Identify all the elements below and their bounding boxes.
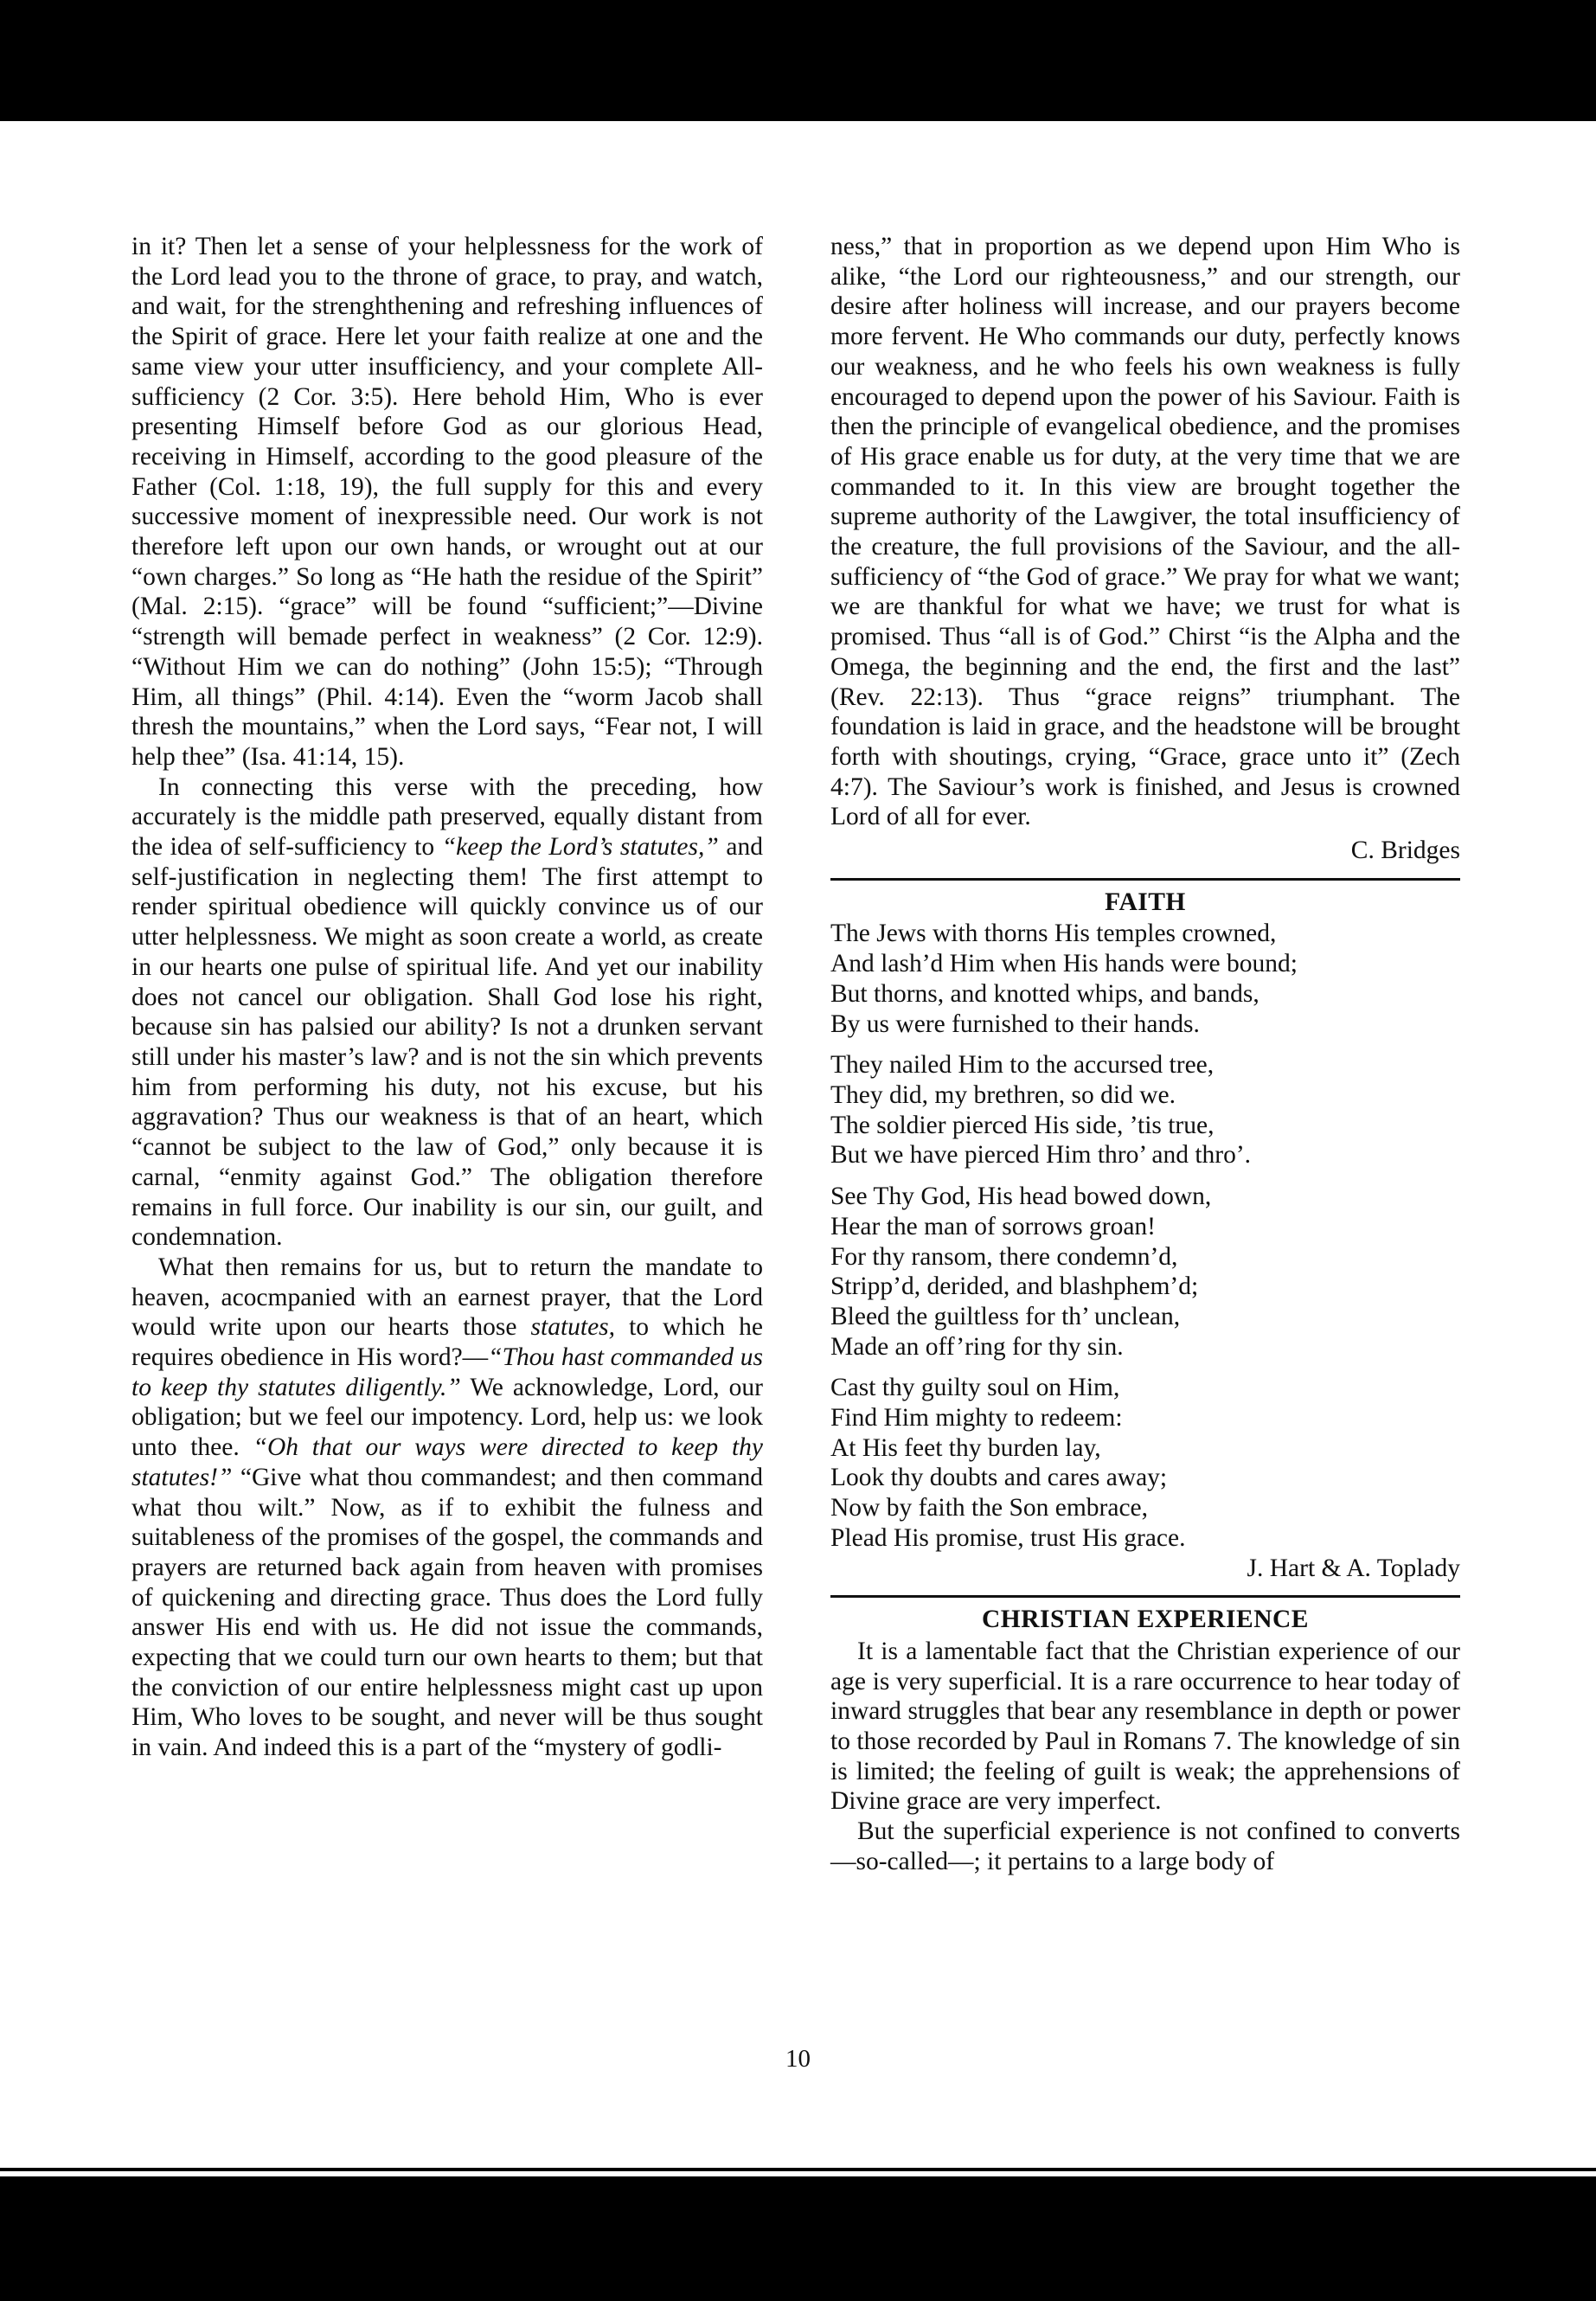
- poem-line: They nailed Him to the accursed tree,: [830, 1051, 1215, 1080]
- poem-line: Cast thy guilty soul on Him,: [830, 1374, 1120, 1402]
- poem-line: For thy ransom, there condemn’d,: [830, 1242, 1178, 1271]
- section-divider: [830, 878, 1460, 881]
- experience-title: CHRISTIAN EXPERIENCE: [981, 1606, 1309, 1634]
- section-divider: [830, 1595, 1460, 1598]
- left-paragraph-1: in it? Then let a sense of your helplessness for the work of the Lord lead you to the throne of grace, to pray, and watch, and wait, for the strenghthening and refreshing influences of the Spirit of grace. Here let your faith realize at one and the same view your utter insufficiency, and your complete All-sufficiency (2 Cor. 3:5). Here behold Him, Who is ever presenting Himself before God as our glorious Head, receiving in Himself, according to the good pleasure of the Father (Col. 1:18, 19), the full supply for this and every successive moment of inexpressible need. Our work is not therefore left upon our own hands, or wrought out at our “own charges.” So long as “He hath the residue of the Spirit” (Mal. 2:15). “grace” will be found “sufficient;”—Divine “strength will bemade perfect in weakness” (2 Cor. 12:9). “Without Him we can do nothing” (John 15:5); “Through Him, all things” (Phil. 4:14). Even the “worm Jacob shall thresh the mountains,” when the Lord says, “Fear not, I will help thee” (Isa. 41:14, 15).: [131, 233, 763, 771]
- scan-top-border: [0, 0, 1596, 121]
- poem-line: But thorns, and knotted whips, and bands,: [830, 979, 1259, 1008]
- poem-line: And lash’d Him when His hands were bound;: [830, 950, 1298, 978]
- quote-ways-directed: “Oh that our ways were directed to keep thy statutes!”: [131, 1433, 763, 1491]
- poem-line: The soldier pierced His side, ’tis true,: [830, 1111, 1215, 1139]
- left-paragraph-3: What then remains for us, but to return the mandate to heaven, acocmpanied with an earnest prayer, that the Lord would write upon our hearts those statutes, to which he requires obedience in His word?—“Thou hast commanded us to keep thy statutes diligently.” We acknowledge, Lord, our obligation; but we feel our impotency. Lord, help us: we look unto thee. “Oh that our ways were directed to keep thy statutes!” “Give what thou commandest; and then command what thou wilt.” Now, as if to exhibit the fulness and suitableness of the promises of the gospel, the commands and prayers are returned back again from heaven with promises of quickening and directing grace. Thus does the Lord fully answer His end with us. He did not issue the commands, expecting that we could turn our own hearts to them; but that the conviction of our entire helplessness might cast up upon Him, Who loves to be sought, and never will be thus sought in vain. And indeed this is a part of the “mystery of godli-: [131, 1253, 764, 1762]
- quote-commanded: “Thou hast commanded us to keep thy statutes diligently.”: [131, 1343, 764, 1401]
- page-number: 10: [785, 2045, 811, 2073]
- right-paragraph-1: ness,” that in proportion as we depend upon Him Who is alike, “the Lord our righteousness,” and our strength, our desire after holiness will increase, and our prayers become more fervent. He Who commands our duty, perfectly knows our weakness, and he who feels his own weakness is fully encouraged to depend upon the power of his Saviour. Faith is then the principle of evangelical obedience, and the promises of His grace enable us for duty, at the very time that we are commanded to it. In this view are brought together the supreme authority of the Lawgiver, the total insufficiency of the creature, the full provisions of the Saviour, and the all-sufficiency of “the God of grace.” We pray for what we want; we are thankful for what we have; we trust for what is promised. Thus “all is of God.” Chirst “is the Alpha and the Omega, the beginning and the end, the first and the last” (Rev. 22:13). Thus “grace reigns” triumphant. The foundation is laid in grace, and the headstone will be brought forth with shoutings, crying, “Grace, grace unto it” (Zech 4:7). The Saviour’s work is finished, and Jesus is crowned Lord of all for ever.: [830, 233, 1460, 831]
- poem-line: But we have pierced Him thro’ and thro’.: [830, 1141, 1252, 1170]
- poem-line: Bleed the guiltless for th’ unclean,: [830, 1302, 1181, 1330]
- experience-paragraph-2: But the superficial experience is not confined to converts—so-called—; it pertains to a large body of: [830, 1817, 1460, 1875]
- poem-line: Made an off’ring for thy sin.: [830, 1332, 1124, 1361]
- poem-line: See Thy God, His head bowed down,: [830, 1183, 1212, 1211]
- poem-line: Hear the man of sorrows groan!: [830, 1212, 1156, 1240]
- poem-line: Find Him mighty to redeem:: [830, 1404, 1123, 1433]
- poem-line: The Jews with thorns His temples crowned,: [830, 920, 1277, 948]
- right-column: [830, 232, 1460, 1877]
- experience-paragraph-1: It is a lamentable fact that the Christian experience of our age is very superficial. It is a rare occurrence to hear today of inward struggles that bear any resemblance in depth or power to those recorded by Paul in Romans 7. The knowledge of sin is limited; the feeling of guilt is weak; the apprehensions of Divine grace are very imperfect.: [830, 1637, 1460, 1816]
- poem-title: FAITH: [1105, 888, 1186, 916]
- poem-line: They did, my brethren, so did we.: [830, 1080, 1176, 1109]
- poem-stanza-2: [830, 1050, 1460, 1170]
- left-column: [131, 232, 763, 1763]
- poem-stanza-1: [830, 919, 1460, 1039]
- quote-keep-statutes: “keep the Lord’s statutes,”: [441, 833, 719, 862]
- left-paragraph-2: In connecting this verse with the preceding, how accurately is the middle path preserved, equally distant from the idea of self-sufficiency to “keep the Lord’s statutes,” and self-justification in neglecting them! The first attempt to render spiritual obedience will quickly convince us of our utter helplessness. We might as soon create a world, as create in our hearts one pulse of spiritual life. And yet our inability does not cancel our obligation. Shall God lose his right, because sin has palsied our ability? Is not a drunken servant still under his master’s law? and is not the sin which prevents him from performing his duty, not his excuse, but his aggravation? Thus our weakness is that of an heart, which “cannot be subject to the law of God,” only because it is carnal, “enmity against God.” The obligation therefore remains in full force. Our inability is our sin, our guilt, and condemnation.: [131, 772, 763, 1252]
- scan-bottom-rule: [0, 2168, 1596, 2171]
- poem-line: At His feet thy burden lay,: [830, 1433, 1101, 1462]
- poem-line: By us were furnished to their hands.: [830, 1009, 1200, 1038]
- signature-hart-toplady: J. Hart & A. Toplady: [1247, 1554, 1460, 1582]
- poem-line: Now by faith the Son embrace,: [830, 1494, 1149, 1522]
- poem-line: Plead His promise, trust His grace.: [830, 1523, 1186, 1552]
- poem-line: Look thy doubts and cares away;: [830, 1464, 1168, 1492]
- poem-stanza-4: [830, 1373, 1460, 1553]
- poem-stanza-3: [830, 1182, 1460, 1362]
- poem-line: Stripp’d, derided, and blashphem’d;: [830, 1272, 1199, 1301]
- signature-bridges: C. Bridges: [1350, 836, 1460, 865]
- scan-bottom-border: [0, 2176, 1596, 2301]
